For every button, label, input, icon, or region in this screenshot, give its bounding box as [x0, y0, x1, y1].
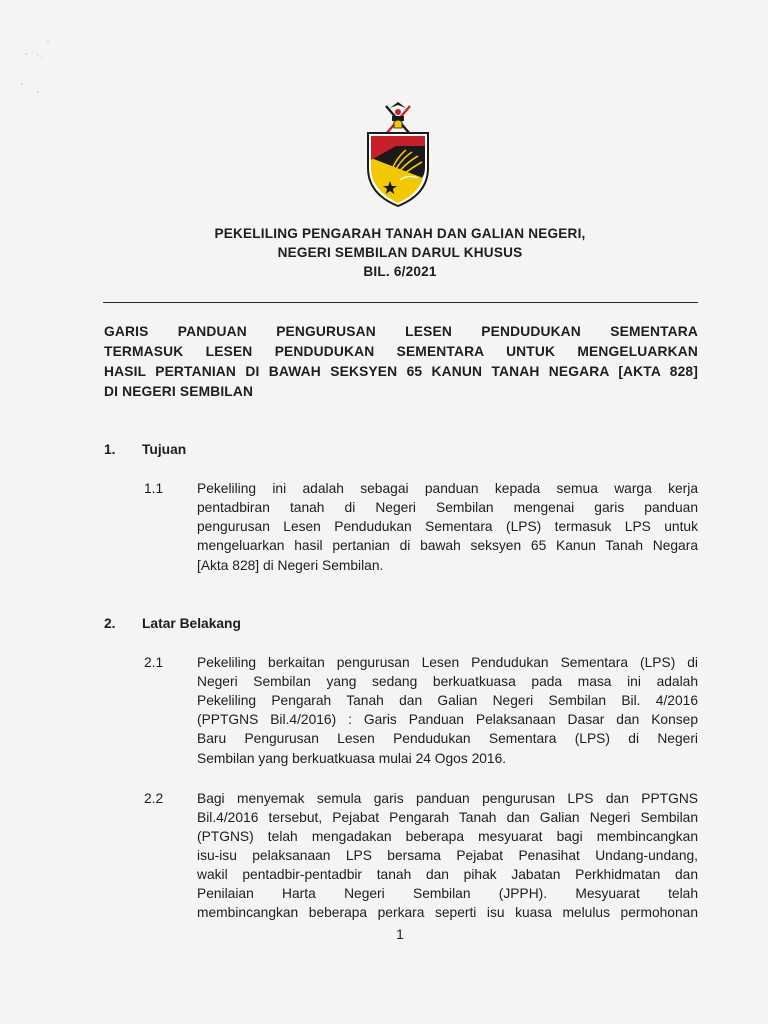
paragraph-line: isu-isu pelaksanaan LPS bersama Pejabat Penasihat Undang-undang, [197, 848, 698, 863]
negeri-sembilan-crest-icon [360, 100, 436, 210]
scan-speck-marks [18, 40, 58, 100]
subject-line: TERMASUK LESEN PENDUDUKAN SEMENTARA UNTUK MENGELUARKAN [104, 344, 698, 359]
header-divider [103, 302, 698, 303]
paragraph-line: [Akta 828] di Negeri Sembilan. [197, 558, 384, 573]
circular-title-line-1: PEKELILING PENGARAH TANAH DAN GALIAN NEGERI, [214, 226, 586, 241]
circular-number: BIL. 6/2021 [363, 264, 437, 279]
paragraph-line: Pekeliling ini adalah sebagai panduan kepada semua warga kerja [197, 481, 698, 496]
subject-line: HASIL PERTANIAN DI BAWAH SEKSYEN 65 KANUN TANAH NEGARA [AKTA 828] [104, 364, 698, 379]
paragraph-line: Negeri Sembilan yang sedang berkuatkuasa pada masa ini adalah [197, 674, 698, 689]
page-number: 1 [396, 927, 404, 942]
paragraph-line: pentadbiran tanah di Negeri Sembilan mengenai garis panduan [197, 500, 698, 515]
paragraph-line: Bagi menyemak semula garis panduan pengurusan LPS dan PPTGNS [197, 791, 698, 806]
paragraph-number: 2.2 [144, 791, 164, 806]
subject-line: GARIS PANDUAN PENGURUSAN LESEN PENDUDUKAN SEMENTARA [104, 324, 698, 339]
paragraph-line: mengeluarkan hasil pertanian di bawah seksyen 65 Kanun Tanah Negara [197, 538, 698, 553]
circular-title-line-2: NEGERI SEMBILAN DARUL KHUSUS [277, 245, 523, 260]
paragraph-line: (PPTGNS Bil.4/2016) : Garis Panduan Pelaksanaan Dasar dan Konsep [197, 712, 698, 727]
paragraph-line: (PTGNS) telah mengadakan beberapa mesyuarat bagi membincangkan [197, 829, 698, 844]
paragraph-line: Pekeliling Pengarah Tanah dan Galian Negeri Sembilan Bil. 4/2016 [197, 693, 698, 708]
section-title: Latar Belakang [142, 616, 241, 631]
paragraph-number: 1.1 [144, 481, 164, 496]
paragraph-line: Pekeliling berkaitan pengurusan Lesen Pendudukan Sementara (LPS) di [197, 655, 698, 670]
subject-line: DI NEGERI SEMBILAN [104, 384, 254, 399]
paragraph-line: membincangkan beberapa perkara seperti isu kuasa melulus permohonan [197, 905, 698, 920]
paragraph-line: Baru Pengurusan Lesen Pendudukan Sementara (LPS) di Negeri [197, 731, 698, 746]
paragraph-line: wakil pentadbir-pentadbir tanah dan pihak Jabatan Perkhidmatan dan [197, 867, 698, 882]
section-number: 2. [104, 616, 116, 631]
section-title: Tujuan [142, 442, 187, 457]
section-number: 1. [104, 442, 116, 457]
paragraph-line: Sembilan yang berkuatkuasa mulai 24 Ogos 2016. [197, 751, 507, 766]
paragraph-line: Bil.4/2016 tersebut, Pejabat Pengarah Tanah dan Galian Negeri Sembilan [197, 810, 698, 825]
paragraph-line: pengurusan Lesen Pendudukan Sementara (LPS) termasuk LPS untuk [197, 519, 698, 534]
paragraph-line: Penilaian Harta Negeri Sembilan (JPPH). Mesyuarat telah [197, 886, 698, 901]
paragraph-number: 2.1 [144, 655, 164, 670]
